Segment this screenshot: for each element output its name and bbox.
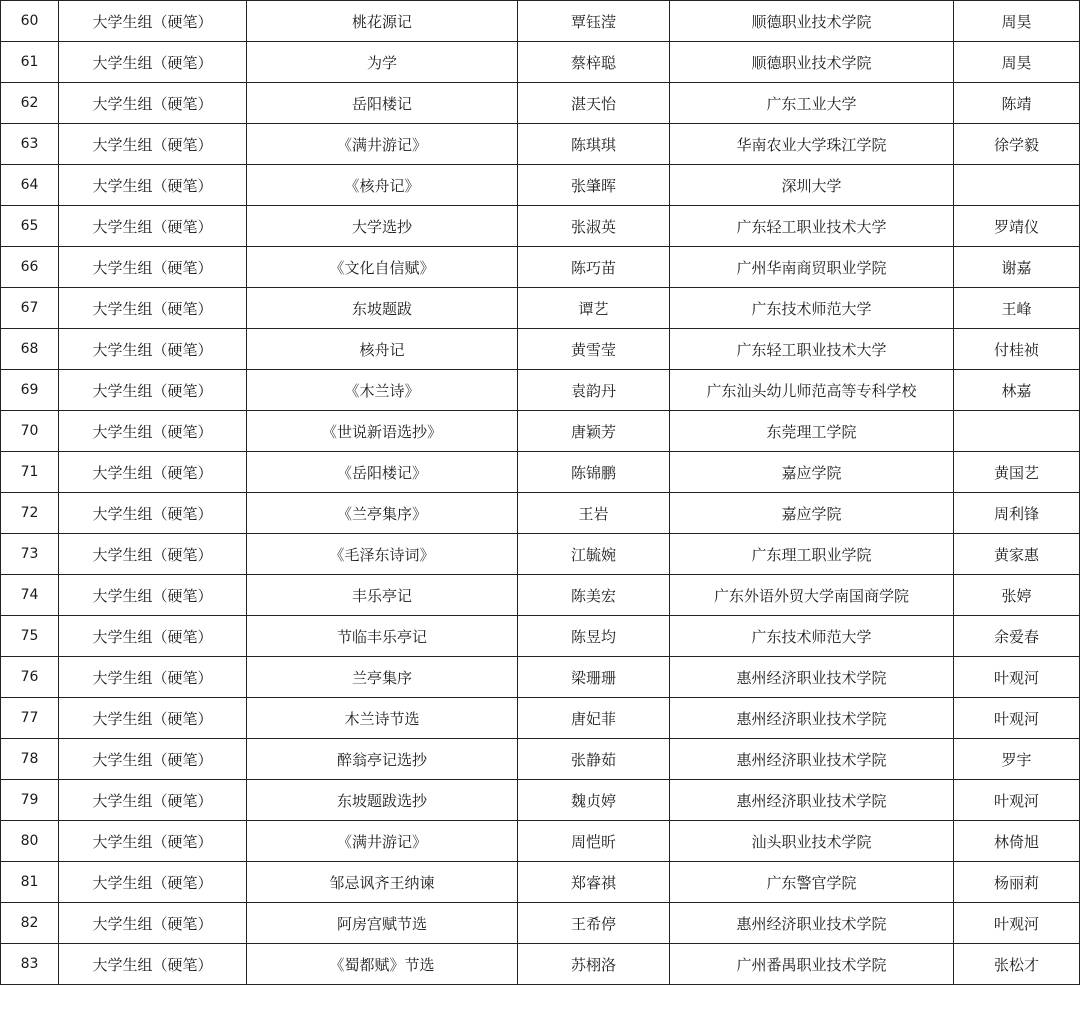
participant-name-cell: 蔡梓聪 — [518, 42, 670, 83]
row-number: 71 — [1, 452, 59, 493]
participant-name-cell: 覃钰滢 — [518, 1, 670, 42]
teacher-cell: 付桂祯 — [954, 329, 1080, 370]
teacher-cell: 周昊 — [954, 42, 1080, 83]
participant-name-cell: 魏贞婷 — [518, 780, 670, 821]
participant-name-cell: 黄雪莹 — [518, 329, 670, 370]
row-number: 66 — [1, 247, 59, 288]
participant-name-cell: 张肇晖 — [518, 165, 670, 206]
teacher-cell: 黄国艺 — [954, 452, 1080, 493]
school-cell: 华南农业大学珠江学院 — [670, 124, 954, 165]
table-body — [1, 1, 1080, 985]
table-row — [1, 411, 1080, 452]
row-number: 81 — [1, 862, 59, 903]
row-number: 62 — [1, 83, 59, 124]
table-row — [1, 370, 1080, 411]
teacher-cell: 余爱春 — [954, 616, 1080, 657]
school-cell: 深圳大学 — [670, 165, 954, 206]
table-row — [1, 575, 1080, 616]
school-cell: 惠州经济职业技术学院 — [670, 739, 954, 780]
participant-name-cell: 唐颖芳 — [518, 411, 670, 452]
table-row — [1, 616, 1080, 657]
school-cell: 广东外语外贸大学南国商学院 — [670, 575, 954, 616]
group-cell: 大学生组（硬笔） — [59, 206, 247, 247]
work-title-cell: 《毛泽东诗词》 — [247, 534, 518, 575]
group-cell: 大学生组（硬笔） — [59, 534, 247, 575]
teacher-cell: 叶观河 — [954, 698, 1080, 739]
table-row — [1, 83, 1080, 124]
group-cell: 大学生组（硬笔） — [59, 493, 247, 534]
teacher-cell — [954, 165, 1080, 206]
participant-name-cell: 梁珊珊 — [518, 657, 670, 698]
row-number: 76 — [1, 657, 59, 698]
row-number: 74 — [1, 575, 59, 616]
work-title-cell: 丰乐亭记 — [247, 575, 518, 616]
group-cell: 大学生组（硬笔） — [59, 288, 247, 329]
work-title-cell: 岳阳楼记 — [247, 83, 518, 124]
group-cell: 大学生组（硬笔） — [59, 42, 247, 83]
participant-name-cell: 郑睿祺 — [518, 862, 670, 903]
group-cell: 大学生组（硬笔） — [59, 657, 247, 698]
school-cell: 惠州经济职业技术学院 — [670, 698, 954, 739]
group-cell: 大学生组（硬笔） — [59, 1, 247, 42]
school-cell: 顺德职业技术学院 — [670, 42, 954, 83]
group-cell: 大学生组（硬笔） — [59, 411, 247, 452]
school-cell: 广东理工职业学院 — [670, 534, 954, 575]
teacher-cell: 叶观河 — [954, 780, 1080, 821]
table-row — [1, 452, 1080, 493]
work-title-cell: 《兰亭集序》 — [247, 493, 518, 534]
school-cell: 顺德职业技术学院 — [670, 1, 954, 42]
participant-name-cell: 陈锦鹏 — [518, 452, 670, 493]
group-cell: 大学生组（硬笔） — [59, 575, 247, 616]
work-title-cell: 《岳阳楼记》 — [247, 452, 518, 493]
table-row — [1, 247, 1080, 288]
work-title-cell: 兰亭集序 — [247, 657, 518, 698]
work-title-cell: 《蜀都赋》节选 — [247, 944, 518, 985]
group-cell: 大学生组（硬笔） — [59, 452, 247, 493]
participant-name-cell: 谭艺 — [518, 288, 670, 329]
work-title-cell: 木兰诗节选 — [247, 698, 518, 739]
table-row — [1, 657, 1080, 698]
group-cell: 大学生组（硬笔） — [59, 165, 247, 206]
work-title-cell: 东坡题跋 — [247, 288, 518, 329]
participant-name-cell: 江毓婉 — [518, 534, 670, 575]
group-cell: 大学生组（硬笔） — [59, 83, 247, 124]
teacher-cell: 叶观河 — [954, 657, 1080, 698]
row-number: 82 — [1, 903, 59, 944]
work-title-cell: 《满井游记》 — [247, 821, 518, 862]
participant-name-cell: 陈琪琪 — [518, 124, 670, 165]
teacher-cell: 周昊 — [954, 1, 1080, 42]
table-row — [1, 821, 1080, 862]
table-row — [1, 862, 1080, 903]
group-cell: 大学生组（硬笔） — [59, 821, 247, 862]
group-cell: 大学生组（硬笔） — [59, 903, 247, 944]
table-row — [1, 124, 1080, 165]
teacher-cell: 张婷 — [954, 575, 1080, 616]
school-cell: 广东汕头幼儿师范高等专科学校 — [670, 370, 954, 411]
teacher-cell: 杨丽莉 — [954, 862, 1080, 903]
school-cell: 广东工业大学 — [670, 83, 954, 124]
group-cell: 大学生组（硬笔） — [59, 780, 247, 821]
group-cell: 大学生组（硬笔） — [59, 616, 247, 657]
work-title-cell: 大学选抄 — [247, 206, 518, 247]
work-title-cell: 桃花源记 — [247, 1, 518, 42]
table-row — [1, 780, 1080, 821]
work-title-cell: 《满井游记》 — [247, 124, 518, 165]
school-cell: 嘉应学院 — [670, 493, 954, 534]
teacher-cell: 林嘉 — [954, 370, 1080, 411]
participant-name-cell: 周恺昕 — [518, 821, 670, 862]
participant-name-cell: 张静茹 — [518, 739, 670, 780]
work-title-cell: 核舟记 — [247, 329, 518, 370]
row-number: 63 — [1, 124, 59, 165]
row-number: 78 — [1, 739, 59, 780]
table-row — [1, 493, 1080, 534]
teacher-cell: 王峰 — [954, 288, 1080, 329]
row-number: 68 — [1, 329, 59, 370]
teacher-cell: 罗宇 — [954, 739, 1080, 780]
teacher-cell: 周利锋 — [954, 493, 1080, 534]
work-title-cell: 邹忌讽齐王纳谏 — [247, 862, 518, 903]
group-cell: 大学生组（硬笔） — [59, 247, 247, 288]
row-number: 60 — [1, 1, 59, 42]
table-row — [1, 739, 1080, 780]
participant-name-cell: 唐妃菲 — [518, 698, 670, 739]
group-cell: 大学生组（硬笔） — [59, 370, 247, 411]
teacher-cell: 黄家惠 — [954, 534, 1080, 575]
school-cell: 广东轻工职业技术大学 — [670, 329, 954, 370]
row-number: 80 — [1, 821, 59, 862]
school-cell: 广东轻工职业技术大学 — [670, 206, 954, 247]
school-cell: 惠州经济职业技术学院 — [670, 780, 954, 821]
row-number: 67 — [1, 288, 59, 329]
row-number: 73 — [1, 534, 59, 575]
school-cell: 广东技术师范大学 — [670, 288, 954, 329]
table-row — [1, 1, 1080, 42]
table-row — [1, 42, 1080, 83]
school-cell: 广州华南商贸职业学院 — [670, 247, 954, 288]
participant-name-cell: 袁韵丹 — [518, 370, 670, 411]
teacher-cell: 徐学毅 — [954, 124, 1080, 165]
row-number: 64 — [1, 165, 59, 206]
school-cell: 惠州经济职业技术学院 — [670, 657, 954, 698]
work-title-cell: 节临丰乐亭记 — [247, 616, 518, 657]
teacher-cell — [954, 411, 1080, 452]
teacher-cell: 林倚旭 — [954, 821, 1080, 862]
school-cell: 惠州经济职业技术学院 — [670, 903, 954, 944]
school-cell: 广东技术师范大学 — [670, 616, 954, 657]
group-cell: 大学生组（硬笔） — [59, 944, 247, 985]
work-title-cell: 阿房宫赋节选 — [247, 903, 518, 944]
row-number: 83 — [1, 944, 59, 985]
participant-name-cell: 苏栩洛 — [518, 944, 670, 985]
row-number: 79 — [1, 780, 59, 821]
participant-name-cell: 陈美宏 — [518, 575, 670, 616]
participant-name-cell: 湛天怡 — [518, 83, 670, 124]
school-cell: 汕头职业技术学院 — [670, 821, 954, 862]
group-cell: 大学生组（硬笔） — [59, 739, 247, 780]
row-number: 77 — [1, 698, 59, 739]
participant-name-cell: 陈昱均 — [518, 616, 670, 657]
school-cell: 广东警官学院 — [670, 862, 954, 903]
participant-name-cell: 王希停 — [518, 903, 670, 944]
table-row — [1, 206, 1080, 247]
group-cell: 大学生组（硬笔） — [59, 862, 247, 903]
work-title-cell: 《核舟记》 — [247, 165, 518, 206]
table-row — [1, 534, 1080, 575]
table-row — [1, 288, 1080, 329]
teacher-cell: 张松才 — [954, 944, 1080, 985]
row-number: 75 — [1, 616, 59, 657]
group-cell: 大学生组（硬笔） — [59, 124, 247, 165]
teacher-cell: 叶观河 — [954, 903, 1080, 944]
participant-name-cell: 王岩 — [518, 493, 670, 534]
school-cell: 广州番禺职业技术学院 — [670, 944, 954, 985]
row-number: 72 — [1, 493, 59, 534]
row-number: 70 — [1, 411, 59, 452]
work-title-cell: 《世说新语选抄》 — [247, 411, 518, 452]
table-row — [1, 944, 1080, 985]
work-title-cell: 醉翁亭记选抄 — [247, 739, 518, 780]
row-number: 69 — [1, 370, 59, 411]
participant-name-cell: 张淑英 — [518, 206, 670, 247]
table-row — [1, 698, 1080, 739]
table-row — [1, 903, 1080, 944]
group-cell: 大学生组（硬笔） — [59, 698, 247, 739]
teacher-cell: 罗靖仪 — [954, 206, 1080, 247]
work-title-cell: 《木兰诗》 — [247, 370, 518, 411]
work-title-cell: 东坡题跋选抄 — [247, 780, 518, 821]
school-cell: 嘉应学院 — [670, 452, 954, 493]
teacher-cell: 陈靖 — [954, 83, 1080, 124]
row-number: 61 — [1, 42, 59, 83]
table-row — [1, 329, 1080, 370]
work-title-cell: 《文化自信赋》 — [247, 247, 518, 288]
teacher-cell: 谢嘉 — [954, 247, 1080, 288]
participant-name-cell: 陈巧苗 — [518, 247, 670, 288]
school-cell: 东莞理工学院 — [670, 411, 954, 452]
row-number: 65 — [1, 206, 59, 247]
work-title-cell: 为学 — [247, 42, 518, 83]
group-cell: 大学生组（硬笔） — [59, 329, 247, 370]
table-row — [1, 165, 1080, 206]
